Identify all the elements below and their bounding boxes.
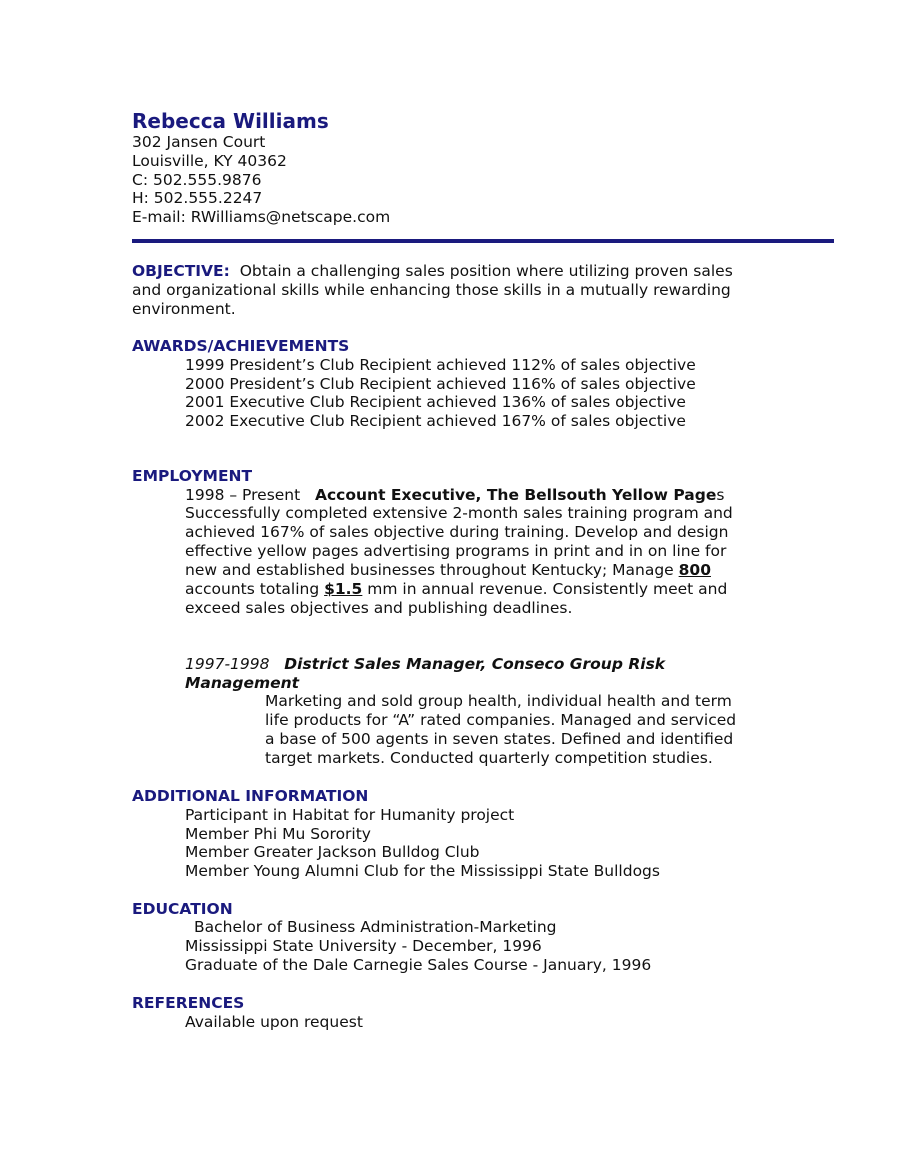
award-item: 1999 President’s Club Recipient achieved 112% of sales objective: [185, 356, 696, 374]
revenue-amount: $1.5: [324, 580, 363, 598]
objective-label: OBJECTIVE:: [132, 262, 230, 280]
job1-desc-text: new and established businesses throughout Kentucky; Manage: [185, 561, 679, 579]
job1-desc-line: [185, 580, 727, 599]
job1-title: Account Executive, The Bellsouth Yellow Page: [315, 486, 717, 504]
job2-title-cont: Management: [185, 674, 300, 692]
awards-heading: AWARDS/ACHIEVEMENTS: [132, 337, 350, 355]
phone-home: H: 502.555.2247: [132, 189, 263, 207]
award-item: 2001 Executive Club Recipient achieved 136% of sales objective: [185, 393, 686, 411]
education-school: Mississippi State University - December, 1996: [185, 937, 542, 955]
additional-item: Member Greater Jackson Bulldog Club: [185, 843, 480, 861]
objective-line-1: [132, 262, 733, 281]
phone-cell: C: 502.555.9876: [132, 171, 262, 189]
header-divider: [132, 239, 834, 243]
job2-dates: 1997-1998: [185, 655, 270, 673]
award-item: 2000 President’s Club Recipient achieved 116% of sales objective: [185, 375, 696, 393]
job1-title-tail: s: [716, 486, 725, 504]
job2-header: [185, 655, 665, 674]
references-text: Available upon request: [185, 1013, 363, 1031]
job1-desc-text: accounts totaling: [185, 580, 325, 598]
education-heading: EDUCATION: [132, 900, 233, 918]
job2-desc-line: target markets. Conducted quarterly competition studies.: [265, 749, 713, 767]
education-degree: Bachelor of Business Administration-Marketing: [194, 918, 557, 936]
references-heading: REFERENCES: [132, 994, 245, 1012]
additional-item: Member Phi Mu Sorority: [185, 825, 371, 843]
additional-item: Member Young Alumni Club for the Mississippi State Bulldogs: [185, 862, 660, 880]
education-course: Graduate of the Dale Carnegie Sales Course - January, 1996: [185, 956, 652, 974]
job2-desc-line: life products for “A” rated companies. Managed and serviced: [265, 711, 737, 729]
job1-desc-text: mm in annual revenue. Consistently meet and: [362, 580, 728, 598]
job1-desc-line: achieved 167% of sales objective during training. Develop and design: [185, 523, 729, 541]
address-city: Louisville, KY 40362: [132, 152, 287, 170]
address-street: 302 Jansen Court: [132, 133, 266, 151]
employment-heading: EMPLOYMENT: [132, 467, 253, 485]
accounts-count: 800: [678, 561, 711, 579]
additional-item: Participant in Habitat for Humanity project: [185, 806, 515, 824]
job1-dates: 1998 – Present: [185, 486, 301, 504]
objective-text-2: and organizational skills while enhancing those skills in a mutually rewarding: [132, 281, 731, 299]
job1-desc-line: Successfully completed extensive 2-month sales training program and: [185, 504, 733, 522]
applicant-name: Rebecca Williams: [132, 109, 329, 133]
email: E-mail: RWilliams@netscape.com: [132, 208, 391, 226]
job2-desc-line: Marketing and sold group health, individual health and term: [265, 692, 732, 710]
job1-desc-line: effective yellow pages advertising programs in print and in on line for: [185, 542, 727, 560]
objective-text-1: Obtain a challenging sales position where utilizing proven sales: [239, 262, 733, 280]
job1-header: [185, 486, 724, 505]
job1-desc-line: exceed sales objectives and publishing deadlines.: [185, 599, 573, 617]
objective-text-3: environment.: [132, 300, 236, 318]
additional-heading: ADDITIONAL INFORMATION: [132, 787, 369, 805]
job2-title: District Sales Manager, Conseco Group Risk: [284, 655, 666, 673]
job1-desc-line: [185, 561, 711, 580]
job2-desc-line: a base of 500 agents in seven states. Defined and identified: [265, 730, 734, 748]
award-item: 2002 Executive Club Recipient achieved 167% of sales objective: [185, 412, 686, 430]
